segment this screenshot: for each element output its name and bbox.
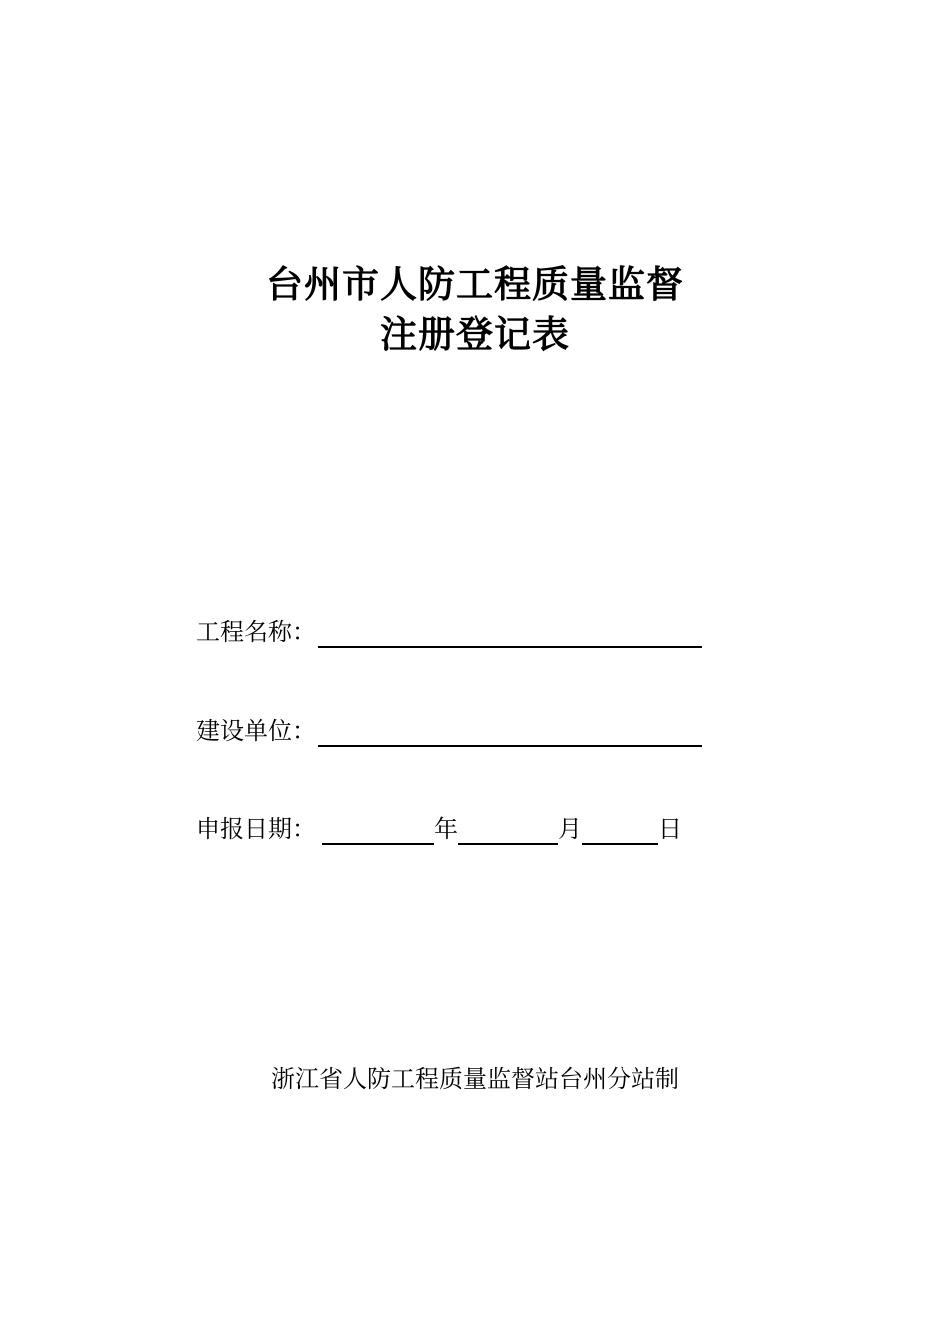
project-name-blank[interactable] [318, 616, 702, 648]
year-label: 年 [434, 815, 458, 843]
construction-unit-label: 建设单位： [196, 717, 316, 745]
document-title-line2: 注册登记表 [380, 312, 570, 356]
report-date-label: 申报日期： [196, 815, 316, 843]
day-blank[interactable] [582, 813, 658, 845]
report-date-row [196, 811, 682, 845]
month-label: 月 [558, 815, 582, 843]
project-name-row [196, 614, 702, 648]
year-blank[interactable] [322, 813, 434, 845]
construction-unit-row [196, 713, 702, 747]
issuer-footer: 浙江省人防工程质量监督站台州分站制 [271, 1065, 679, 1093]
project-name-label: 工程名称： [196, 618, 316, 646]
construction-unit-blank[interactable] [318, 715, 702, 747]
day-label: 日 [658, 815, 682, 843]
month-blank[interactable] [458, 813, 558, 845]
document-title-line1: 台州市人防工程质量监督 [266, 262, 684, 306]
